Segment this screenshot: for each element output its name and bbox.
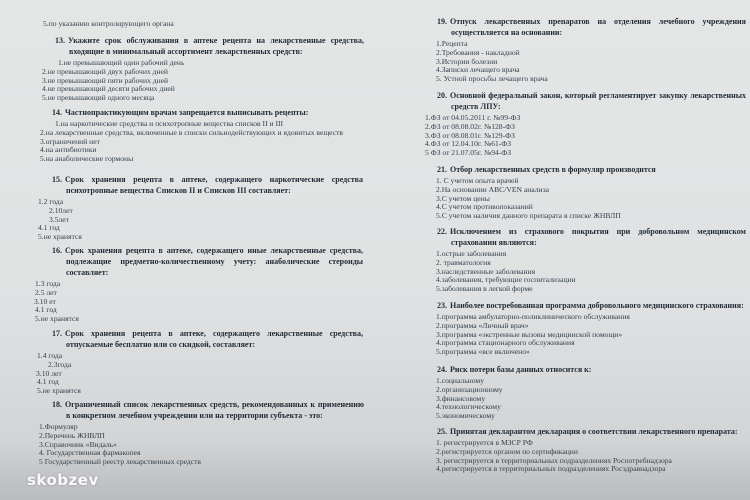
answer-option: 3.наследственные заболевания <box>436 266 536 276</box>
question-text: Исключением из страхового покрытия при добровольном медицинском страховании являются: <box>450 227 746 247</box>
answer-option: 2.на лекарственные средства, включенные в списки сильнодействующих и ядовитых веществ <box>40 127 344 137</box>
answer-option: 1.на наркотические средства и психотропные вещества списков II и III <box>55 119 284 128</box>
question-number: 21. <box>437 165 447 174</box>
question-title <box>437 300 750 311</box>
answer-option: 2.ФЗ от 08.08.02г. №128-ФЗ <box>425 121 515 131</box>
answer-option: 5.не хранятся <box>37 386 81 396</box>
question-number: 14. <box>52 108 62 117</box>
question-number: 22. <box>437 227 447 236</box>
answer-option: 2.5 лет <box>35 287 57 297</box>
answer-option: 4.регистрируется в территориальных подразделениях Росздравнадзора <box>436 464 666 474</box>
answer-option: 4.Записки лечащего врача <box>436 65 520 75</box>
answer-options <box>0 177 746 221</box>
question-25 <box>0 426 750 474</box>
answer-option: 4. Государственная фармакопея <box>39 448 141 458</box>
answer-option: 5.на анаболические гормоны <box>40 154 134 164</box>
answer-option: 1. С учетом опыта врачей <box>436 176 519 185</box>
question-19 <box>0 16 746 84</box>
answer-options <box>0 313 750 357</box>
prelude-option: 5.по указанию контролирующего органа <box>43 19 174 28</box>
question-title <box>437 90 746 112</box>
answer-option: 2.Требования - накладной <box>436 47 520 57</box>
answer-option: 1.ФЗ от 04.05.2011 г. №99-ФЗ <box>425 113 521 122</box>
question-number: 23. <box>437 301 447 310</box>
question-21 <box>0 164 746 221</box>
answer-option: 4.1 год <box>35 305 57 315</box>
answer-option: 5.не хранятся <box>35 314 79 324</box>
question-number: 19. <box>437 17 447 26</box>
answer-option: 3.10 лет <box>36 368 62 378</box>
answer-option: 2.На основании ABC/VEN анализа <box>436 184 549 194</box>
answer-option: 5 Государственный реестр лекарственных средств <box>39 457 202 467</box>
answer-option: 1.4 года <box>37 351 63 360</box>
answer-option: 1.социальному <box>436 376 484 385</box>
question-number: 20. <box>437 91 447 100</box>
answer-option: 3. регистрируется в территориальных подразделениях Роспотребнадзора <box>436 455 672 465</box>
answer-option: 3.С учетом цены <box>436 193 490 203</box>
question-number: 15. <box>52 175 62 184</box>
answer-option: 3.5лет <box>49 214 69 224</box>
answer-option: 5.экономическому <box>436 411 495 421</box>
question-20 <box>0 90 746 158</box>
answer-option: 5 ФЗ от 21.07.05г. №94-ФЗ <box>425 148 512 158</box>
answer-option: 1.2 года <box>38 197 64 206</box>
answer-option: 3.ограничений нет <box>40 136 100 146</box>
answer-options <box>0 114 746 158</box>
answer-option: 3.ФЗ от 08.08.01г. №129-ФЗ <box>425 130 515 140</box>
answer-option: 1.Рецепта <box>436 39 468 48</box>
answer-option: 3.10 ет <box>34 296 56 306</box>
answer-option: 1.не превышающий один рабочий день <box>58 58 185 67</box>
answer-option: 1. регистрируется в МЗСР РФ <box>436 438 533 447</box>
answer-option: 4.технологическому <box>436 402 501 412</box>
answer-option: 2. травматология <box>436 257 491 267</box>
question-title <box>437 164 746 175</box>
question-text: Отбор лекарственных средств в формуляр производится <box>450 165 656 174</box>
question-text: Основной федеральный закон, который регламентирует закупку лекарственных средств ЛПУ: <box>450 91 746 111</box>
answer-option: 2.не превышающий двух рабочих дней <box>42 66 168 76</box>
question-text: Ограниченный список лекарственных средств, рекомендованных к применению в конкретном лечебном учреждении или на территории субъекта - это: <box>65 400 364 420</box>
answer-option: 3.не превышающий пяти рабочих дней <box>42 75 169 85</box>
question-title <box>437 226 746 248</box>
answer-option: 4.С учетом противопоказаний <box>436 202 533 212</box>
question-text: Отпуск лекарственных препаратов на отделения лечебного учреждения осуществляется на основании: <box>450 17 746 37</box>
answer-option: 5.заболевания в легкой форме <box>436 284 533 294</box>
answer-option: 1.острые заболевания <box>436 249 507 258</box>
answer-option: 4.не превышающий десяти рабочих дней <box>42 84 175 94</box>
question-text: Принятая декларантом декларация о соответствии лекарственного препарата: <box>450 427 738 436</box>
answer-option: 3.Истории болезни <box>436 56 498 66</box>
answer-option: 4.на антибиотики <box>40 145 97 155</box>
answer-option: 5.не превышающий одного месяца <box>42 93 155 103</box>
question-text: Срок хранения рецепта в аптеке, содержащего наркотические средства психотропные вещества Списков II и Списков III составляет: <box>65 175 363 195</box>
question-title <box>437 426 750 437</box>
question-number: 17. <box>52 329 62 338</box>
answer-options <box>0 250 746 294</box>
answer-option: 2.регистрируется органом по сертификации <box>436 446 578 456</box>
answer-option: 4.1 год <box>37 377 59 387</box>
answer-option: 3.финансовому <box>436 393 486 403</box>
answer-option: 3.Справочник «Видаль» <box>39 439 117 449</box>
answer-option: 5. Устной просьбы лечащего врача <box>436 74 548 84</box>
question-text: Частнопрактикующим врачам запрещается выписывать рецепты: <box>65 108 309 117</box>
answer-options <box>0 377 746 421</box>
question-text: Риск потери базы данных относится к: <box>450 365 592 374</box>
question-title <box>437 364 746 375</box>
answer-option: 1.программа амбулаторно-поликлинического обслуживания <box>436 312 630 321</box>
answer-option: 2.программа «Личный врач» <box>436 320 529 330</box>
question-text: Срок хранения рецепта в аптеке, содержащего иные лекарственные средства, подлежащие предметно-количественному учету: анаболические стероиды составляет: <box>65 246 363 277</box>
question-text: Наиболее востребованная программа добровольного медицинского страхования: <box>450 301 744 310</box>
answer-option: 2.10лет <box>49 205 73 215</box>
answer-option: 4.ФЗ от 12.04.10г. №61-ФЗ <box>425 139 512 149</box>
question-text: Укажите срок обслуживания в аптеке рецепта на лекарственные средства, входящие в минимальный ассортимент лекарственных средств: <box>68 36 364 56</box>
answer-option: 5.программа «все включено» <box>436 347 530 357</box>
answer-option: 5.не хранятся <box>38 232 82 242</box>
answer-option: 2.Перечень ЖНВЛП <box>39 430 105 440</box>
question-23 <box>0 296 750 357</box>
question-number: 16. <box>52 246 62 255</box>
answer-option: 1.Формуляр <box>39 422 78 431</box>
question-title <box>437 16 746 38</box>
question-number: 18. <box>52 400 62 409</box>
answer-option: 1.3 года <box>35 279 61 288</box>
answer-options <box>0 40 746 84</box>
answer-option: 2.организационному <box>436 384 503 394</box>
question-24 <box>0 364 746 421</box>
answer-option: 4.программа стационарного обслуживания <box>436 338 575 348</box>
answer-option: 5.С учетом наличия данного препарата в списке ЖНВЛП <box>436 211 621 221</box>
answer-option: 3.программа «экстренные вызовы медицинской помощи» <box>436 329 623 339</box>
watermark: skobzev <box>27 471 99 489</box>
question-text: Срок хранения рецепта в аптеке, содержащего лекарственные средства, отпускаемые бесплатно или со скидкой, составляет: <box>65 329 363 349</box>
answer-option: 4.заболевания, требующие госпитализации <box>436 275 576 285</box>
question-number: 25. <box>437 427 447 436</box>
question-number: 24. <box>437 365 447 374</box>
question-number: 13. <box>55 36 65 45</box>
answer-option: 4.1 год <box>38 223 60 233</box>
answer-option: 2.3года <box>48 359 72 369</box>
answer-options <box>0 439 750 474</box>
question-22 <box>0 223 746 294</box>
